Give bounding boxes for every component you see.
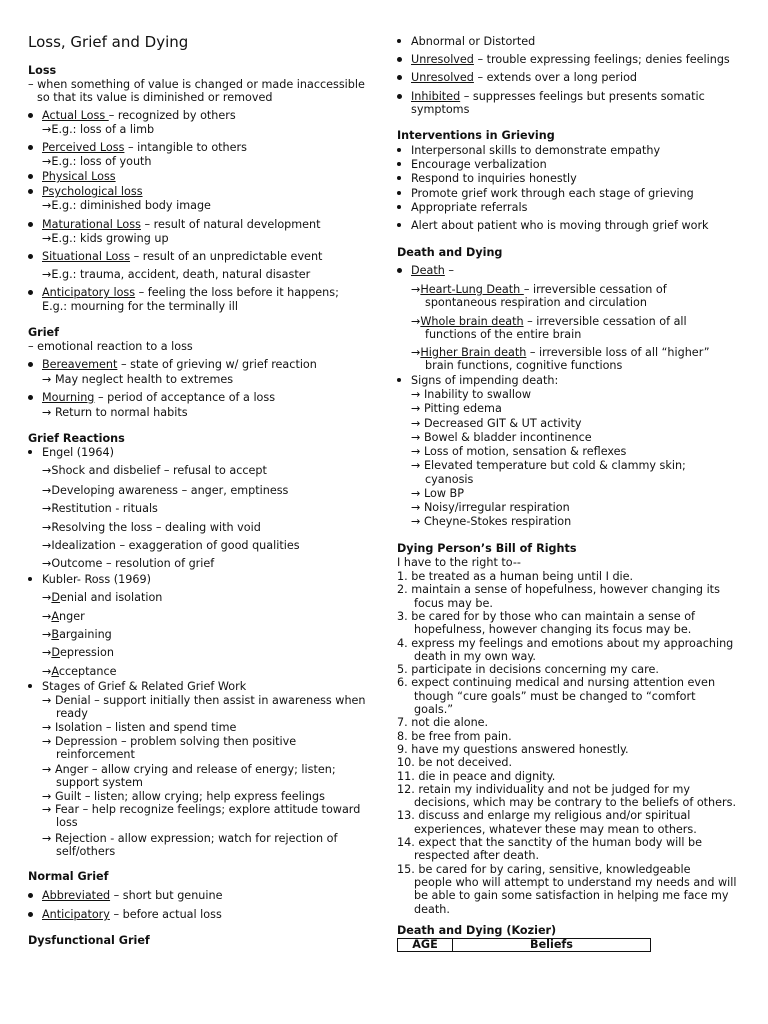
bill-of-rights-heading: Dying Person’s Bill of Rights xyxy=(397,542,577,555)
list-item: →Shock and disbelief – refusal to accept xyxy=(42,464,267,477)
grief-reactions-heading: Grief Reactions xyxy=(28,432,125,445)
bullet-icon xyxy=(28,113,33,118)
arrow-icon: → xyxy=(411,459,424,472)
bullet-icon xyxy=(397,39,401,43)
list-item: 7. not die alone. xyxy=(397,716,489,730)
arrow-icon: → xyxy=(42,123,52,136)
bullet-icon xyxy=(397,176,401,180)
list-item: Promote grief work through each stage of grieving xyxy=(397,187,694,200)
list-item: →Higher Brain death – irreversible loss of all “higher” xyxy=(411,346,710,359)
arrow-icon: → xyxy=(42,557,52,570)
arrow-icon: → xyxy=(411,445,424,458)
interventions-heading: Interventions in Grieving xyxy=(397,129,555,142)
arrow-icon: → xyxy=(42,406,55,419)
grief-heading: Grief xyxy=(28,326,59,339)
arrow-icon: → xyxy=(411,402,424,415)
list-item: 6. expect continuing medical and nursing attention even xyxy=(397,676,716,690)
bullet-icon xyxy=(397,75,402,80)
normal-grief-heading: Normal Grief xyxy=(28,870,109,883)
list-item: 14. expect that the sanctity of the human body will be xyxy=(397,836,702,849)
list-item: Anticipatory loss – feeling the loss before it happens; xyxy=(28,286,339,299)
arrow-icon: → xyxy=(411,431,424,444)
list-item: →Developing awareness – anger, emptiness xyxy=(42,484,289,497)
list-item: Perceived Loss – intangible to others xyxy=(28,141,247,154)
bullet-icon xyxy=(397,378,401,382)
list-item: 13. discuss and enlarge my religious and/or spiritual xyxy=(397,809,691,823)
list-item: Inhibited – suppresses feelings but presents somatic xyxy=(397,90,705,103)
list-item: Anticipatory – before actual loss xyxy=(28,908,222,921)
kozier-heading: Death and Dying (Kozier) xyxy=(397,924,557,937)
list-item: →E.g.: loss of a limb xyxy=(42,123,155,136)
list-item: 11. die in peace and dignity. xyxy=(397,769,556,783)
list-item: → Inability to swallow xyxy=(411,388,532,401)
list-item: Bereavement – state of grieving w/ grief reaction xyxy=(28,358,317,371)
list-item: → Bowel & bladder incontinence xyxy=(411,431,592,444)
list-item: → Decreased GIT & UT activity xyxy=(411,417,582,430)
list-item: →Resolving the loss – dealing with void xyxy=(42,521,261,534)
list-item: → Cheyne-Stokes respiration xyxy=(411,515,572,528)
list-item: be able to gain some satisfaction in helping me face my xyxy=(414,889,729,903)
list-item: → Elevated temperature but cold & clammy skin; xyxy=(411,459,686,472)
arrow-icon: → xyxy=(411,515,424,528)
list-item: 4. express my feelings and emotions about my approaching xyxy=(397,636,734,650)
loss-definition-cont: so that its value is diminished or removed xyxy=(37,91,273,104)
death-dying-heading: Death and Dying xyxy=(397,246,503,259)
list-item: E.g.: mourning for the terminally ill xyxy=(42,300,238,313)
bullet-icon xyxy=(397,205,401,209)
list-item: →Anger xyxy=(42,610,85,623)
bullet-icon xyxy=(28,395,33,400)
list-item: →E.g.: diminished body image xyxy=(42,199,211,212)
list-item: Physical Loss xyxy=(28,170,116,183)
bullet-icon xyxy=(397,57,402,62)
list-item: →Idealization – exaggeration of good qualities xyxy=(42,539,300,552)
arrow-icon: → xyxy=(42,373,55,386)
list-item: Death – xyxy=(397,264,454,277)
list-item: people who will attempt to understand my needs and will xyxy=(414,875,737,889)
arrow-icon: → xyxy=(411,315,421,328)
list-item: → Low BP xyxy=(411,487,464,500)
bullet-icon xyxy=(397,268,402,273)
table-header-beliefs: Beliefs xyxy=(453,939,651,952)
arrow-icon: → xyxy=(42,464,52,477)
list-item: →Restitution - rituals xyxy=(42,502,158,515)
list-item: → May neglect health to extremes xyxy=(42,373,234,386)
list-item: 8. be free from pain. xyxy=(397,729,512,743)
bullet-icon xyxy=(28,174,33,179)
bullet-icon xyxy=(28,254,33,259)
list-item: cyanosis xyxy=(425,473,474,486)
list-item: →Heart-Lung Death – irreversible cessation of xyxy=(411,283,667,296)
bullet-icon xyxy=(28,145,33,150)
arrow-icon: → xyxy=(42,646,52,659)
list-item: Psychological loss xyxy=(28,185,143,198)
arrow-icon: → xyxy=(411,417,424,430)
table-header-age: AGE xyxy=(398,939,453,952)
list-item: loss xyxy=(56,816,78,829)
list-item: → Isolation – listen and spend time xyxy=(42,721,237,734)
list-item: →Outcome – resolution of grief xyxy=(42,557,215,570)
list-item: Engel (1964) xyxy=(28,446,114,459)
list-item: Abbreviated – short but genuine xyxy=(28,889,222,902)
grief-definition: – emotional reaction to a loss xyxy=(28,340,193,353)
arrow-icon: → xyxy=(411,388,424,401)
age-beliefs-table xyxy=(397,938,651,952)
arrow-icon: → xyxy=(42,591,52,604)
bullet-icon xyxy=(28,450,32,454)
list-item: →Bargaining xyxy=(42,628,112,641)
list-item: → Fear – help recognize feelings; explore attitude toward xyxy=(42,803,361,816)
list-item: though “cure goals” must be changed to “comfort xyxy=(414,689,696,703)
list-item: Stages of Grief & Related Grief Work xyxy=(28,680,246,693)
bullet-icon xyxy=(397,162,401,166)
list-item: → Loss of motion, sensation & reflexes xyxy=(411,445,627,458)
bullet-icon xyxy=(28,189,33,194)
arrow-icon: → xyxy=(42,199,52,212)
list-item: 5. participate in decisions concerning my care. xyxy=(397,663,659,677)
list-item: brain functions, cognitive functions xyxy=(425,359,623,372)
arrow-icon: → xyxy=(42,155,52,168)
list-item: functions of the entire brain xyxy=(425,328,582,341)
list-item: Appropriate referrals xyxy=(397,201,527,214)
bullet-icon xyxy=(28,222,33,227)
arrow-icon: → xyxy=(42,628,52,641)
list-item: →Denial and isolation xyxy=(42,591,163,604)
list-item: 1. be treated as a human being until I die. xyxy=(397,570,634,583)
list-item: →E.g.: loss of youth xyxy=(42,155,152,168)
list-item: Mourning – period of acceptance of a loss xyxy=(28,391,275,404)
bullet-icon xyxy=(397,191,401,195)
list-item: →E.g.: kids growing up xyxy=(42,232,169,245)
arrow-icon: → xyxy=(42,232,52,245)
arrow-icon: → xyxy=(42,521,52,534)
arrow-icon: → xyxy=(42,790,55,803)
list-item: symptoms xyxy=(411,103,470,116)
arrow-icon: → xyxy=(42,665,52,678)
list-item: death. xyxy=(414,902,450,916)
list-item: support system xyxy=(56,776,143,789)
list-item: spontaneous respiration and circulation xyxy=(425,296,647,309)
arrow-icon: → xyxy=(42,763,55,776)
list-item: 12. retain my individuality and not be judged for my xyxy=(397,782,691,796)
list-item: Actual Loss – recognized by others xyxy=(28,109,236,122)
list-item: → Rejection - allow expression; watch for rejection of xyxy=(42,832,338,845)
page-title: Loss, Grief and Dying xyxy=(28,33,189,51)
list-item: decisions, which may be contrary to the beliefs of others. xyxy=(414,796,737,810)
list-item: self/others xyxy=(56,845,116,858)
list-item: reinforcement xyxy=(56,748,135,761)
list-item: →Whole brain death – irreversible cessation of all xyxy=(411,315,687,328)
list-item: → Guilt – listen; allow crying; help express feelings xyxy=(42,790,325,803)
arrow-icon: → xyxy=(42,502,52,515)
arrow-icon: → xyxy=(42,832,55,845)
list-item: → Anger – allow crying and release of energy; listen; xyxy=(42,763,336,776)
list-item: goals.” xyxy=(414,703,454,716)
list-item: experiences, whatever these may mean to others. xyxy=(414,822,697,836)
list-item: → Pitting edema xyxy=(411,402,502,415)
table-row xyxy=(398,939,651,952)
bullet-icon xyxy=(397,148,401,152)
list-item: →Acceptance xyxy=(42,665,117,678)
loss-definition: – when something of value is changed or made inaccessible xyxy=(28,78,365,91)
arrow-icon: → xyxy=(42,803,55,816)
loss-heading: Loss xyxy=(28,64,57,77)
list-item: Maturational Loss – result of natural development xyxy=(28,218,321,231)
list-item: Situational Loss – result of an unpredictable event xyxy=(28,250,322,263)
arrow-icon: → xyxy=(411,283,421,296)
list-item: → Return to normal habits xyxy=(42,406,188,419)
arrow-icon: → xyxy=(42,721,55,734)
arrow-icon: → xyxy=(42,735,55,748)
list-item: Encourage verbalization xyxy=(397,158,547,171)
list-item: Interpersonal skills to demonstrate empathy xyxy=(397,144,660,157)
bullet-icon xyxy=(28,362,33,367)
dysfunctional-grief-heading: Dysfunctional Grief xyxy=(28,934,150,947)
list-item: → Denial – support initially then assist in awareness when xyxy=(42,694,366,707)
list-item: →E.g.: trauma, accident, death, natural disaster xyxy=(42,268,311,281)
list-item: 2. maintain a sense of hopefulness, however changing its xyxy=(397,583,720,597)
arrow-icon: → xyxy=(42,268,52,281)
list-item: Alert about patient who is moving through grief work xyxy=(397,219,709,232)
list-item: 10. be not deceived. xyxy=(397,756,513,770)
list-item: Signs of impending death: xyxy=(397,374,558,387)
arrow-icon: → xyxy=(42,539,52,552)
list-item: →Depression xyxy=(42,646,114,659)
bullet-icon xyxy=(28,912,33,917)
list-item: → Noisy/irregular respiration xyxy=(411,501,570,514)
bullet-icon xyxy=(28,577,32,581)
list-item: Respond to inquiries honestly xyxy=(397,172,577,185)
list-item: Abnormal or Distorted xyxy=(397,35,535,48)
arrow-icon: → xyxy=(42,610,52,623)
bullet-icon xyxy=(397,223,401,227)
arrow-icon: → xyxy=(411,501,424,514)
list-item: 3. be cared for by those who can maintain a sense of xyxy=(397,609,695,623)
list-item: hopefulness, however changing its focus may be. xyxy=(414,623,692,637)
bullet-icon xyxy=(397,94,402,99)
list-item: focus may be. xyxy=(414,596,493,610)
list-item: Kubler- Ross (1969) xyxy=(28,573,151,586)
arrow-icon: → xyxy=(42,694,55,707)
list-item: ready xyxy=(56,707,88,720)
list-item: respected after death. xyxy=(414,849,540,863)
list-item: death in my own way. xyxy=(414,649,536,663)
list-item: Unresolved – extends over a long period xyxy=(397,71,637,84)
list-item: → Depression – problem solving then positive xyxy=(42,735,297,748)
bullet-icon xyxy=(28,893,33,898)
list-item: Unresolved – trouble expressing feelings; denies feelings xyxy=(397,53,730,66)
list-item: 9. have my questions answered honestly. xyxy=(397,742,629,756)
list-item: 15. be cared for by caring, sensitive, knowledgeable xyxy=(397,862,691,876)
bullet-icon xyxy=(28,684,32,688)
bill-intro: I have to the right to-- xyxy=(397,556,521,569)
arrow-icon: → xyxy=(411,346,421,359)
arrow-icon: → xyxy=(411,487,424,500)
arrow-icon: → xyxy=(42,484,52,497)
bullet-icon xyxy=(28,290,33,295)
